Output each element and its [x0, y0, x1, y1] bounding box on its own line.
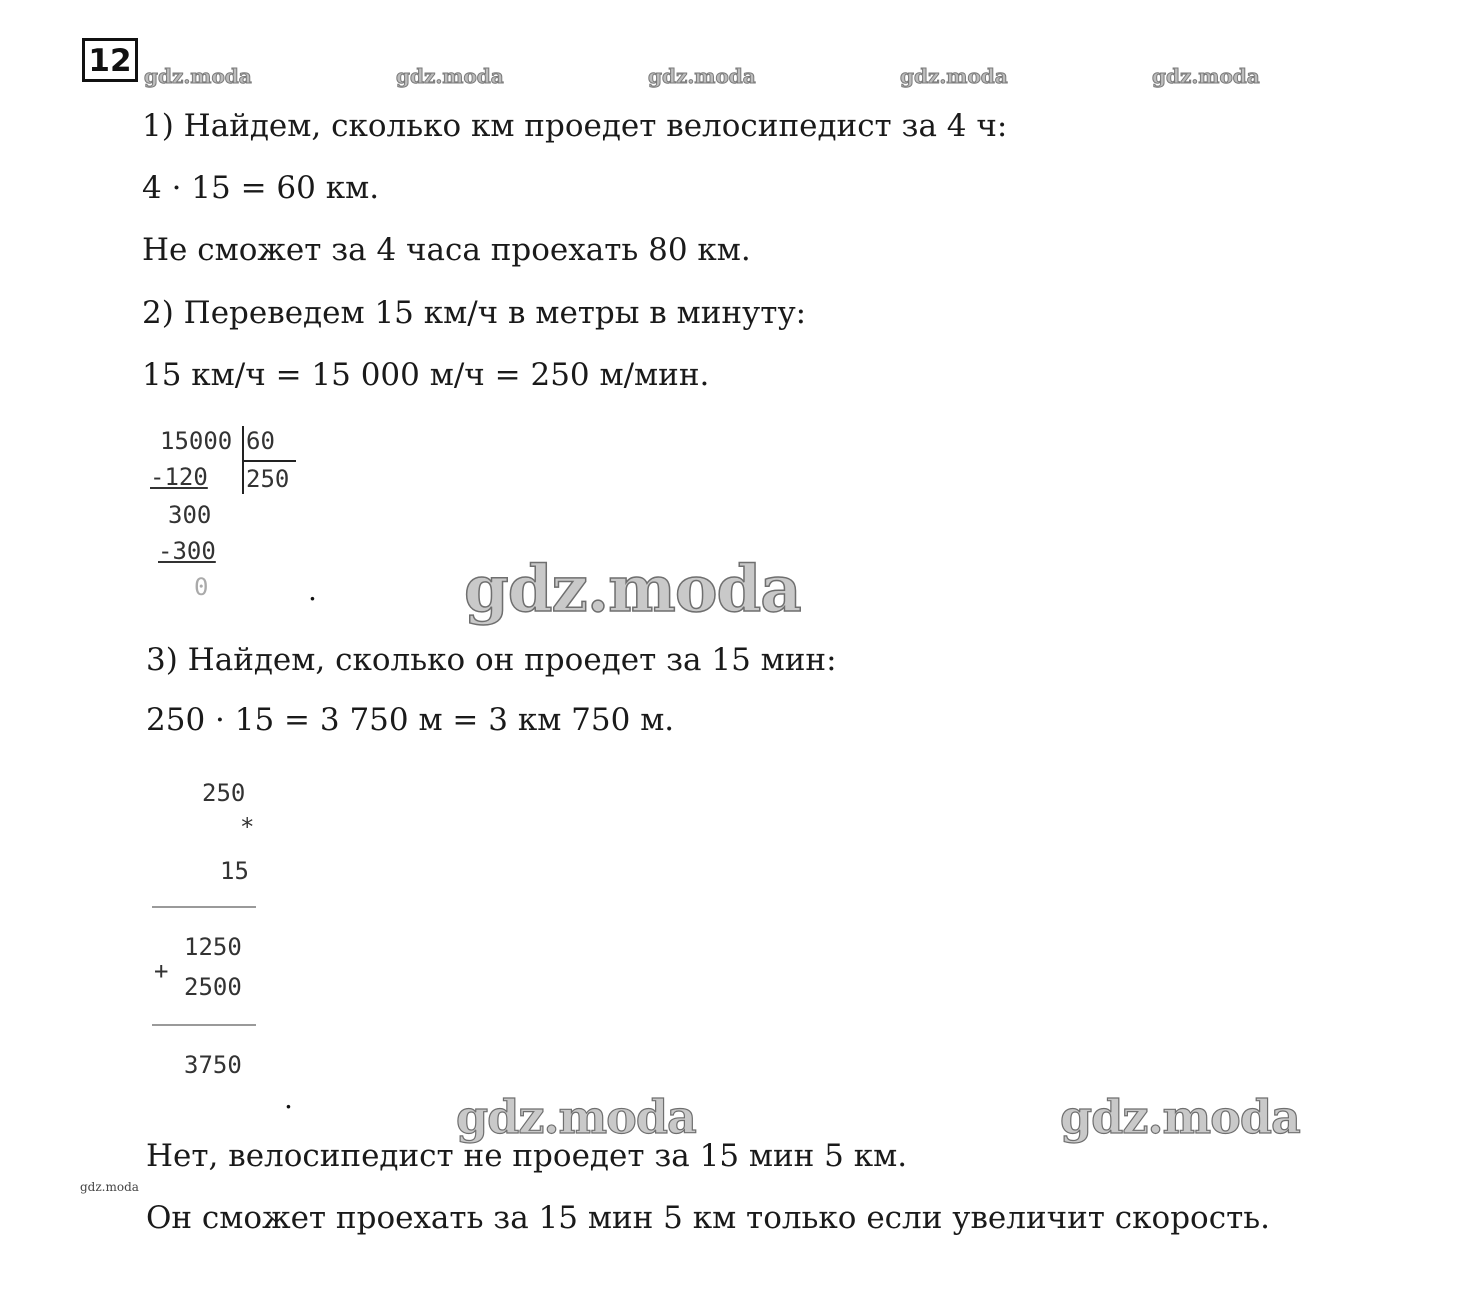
- division-dividend: 15000: [160, 427, 233, 455]
- multiplication-rule-1: [152, 906, 256, 908]
- division-remainder-2: 0: [194, 573, 209, 601]
- division-step-1: -120: [150, 463, 208, 491]
- solution-line-9: Он сможет проехать за 15 мин 5 км только если увеличит скорость.: [146, 1200, 1270, 1236]
- division-quotient-bar: [242, 460, 296, 462]
- solution-line-4: 2) Переведем 15 км/ч в метры в минуту:: [142, 295, 807, 331]
- watermark-tiny: gdz.moda: [80, 1180, 139, 1194]
- watermark-medium: gdz.moda: [1060, 1090, 1300, 1144]
- multiplication-factor-a: 250: [202, 779, 246, 807]
- task-number: 12: [82, 38, 138, 82]
- watermark: gdz.moda: [396, 64, 504, 88]
- division-quotient: 250: [246, 465, 290, 493]
- solution-line-3: Не сможет за 4 часа проехать 80 км.: [142, 232, 751, 268]
- watermark: gdz.moda: [900, 64, 1008, 88]
- solution-line-6: 3) Найдем, сколько он проедет за 15 мин:: [146, 642, 837, 678]
- multiplication-rule-2: [152, 1024, 256, 1026]
- multiplication-sign: *: [240, 813, 255, 841]
- watermark-large: gdz.moda: [464, 552, 801, 627]
- addition-sign: +: [154, 957, 169, 985]
- division-divisor: 60: [246, 427, 275, 455]
- solution-line-8: Нет, велосипедист не проедет за 15 мин 5 км.: [146, 1138, 908, 1174]
- watermark: gdz.moda: [1152, 64, 1260, 88]
- multiplication-factor-b: 15: [220, 857, 249, 885]
- multiplication-partial-1: 1250: [184, 933, 242, 961]
- watermark: gdz.moda: [648, 64, 756, 88]
- multiplication-partial-2: 2500: [184, 973, 242, 1001]
- multiplication-result: 3750: [184, 1051, 242, 1079]
- solution-line-7: 250 · 15 = 3 750 м = 3 км 750 м.: [146, 702, 675, 738]
- watermark-medium: gdz.moda: [456, 1090, 696, 1144]
- division-remainder-1: 300: [168, 501, 212, 529]
- period-mark: .: [284, 1082, 293, 1115]
- solution-line-2: 4 · 15 = 60 км.: [142, 170, 380, 206]
- solution-line-1: 1) Найдем, сколько км проедет велосипедист за 4 ч:: [142, 108, 1008, 144]
- solution-line-5: 15 км/ч = 15 000 м/ч = 250 м/мин.: [142, 357, 710, 393]
- division-step-2: -300: [158, 537, 216, 565]
- period-mark: .: [308, 574, 317, 607]
- watermark: gdz.moda: [144, 64, 252, 88]
